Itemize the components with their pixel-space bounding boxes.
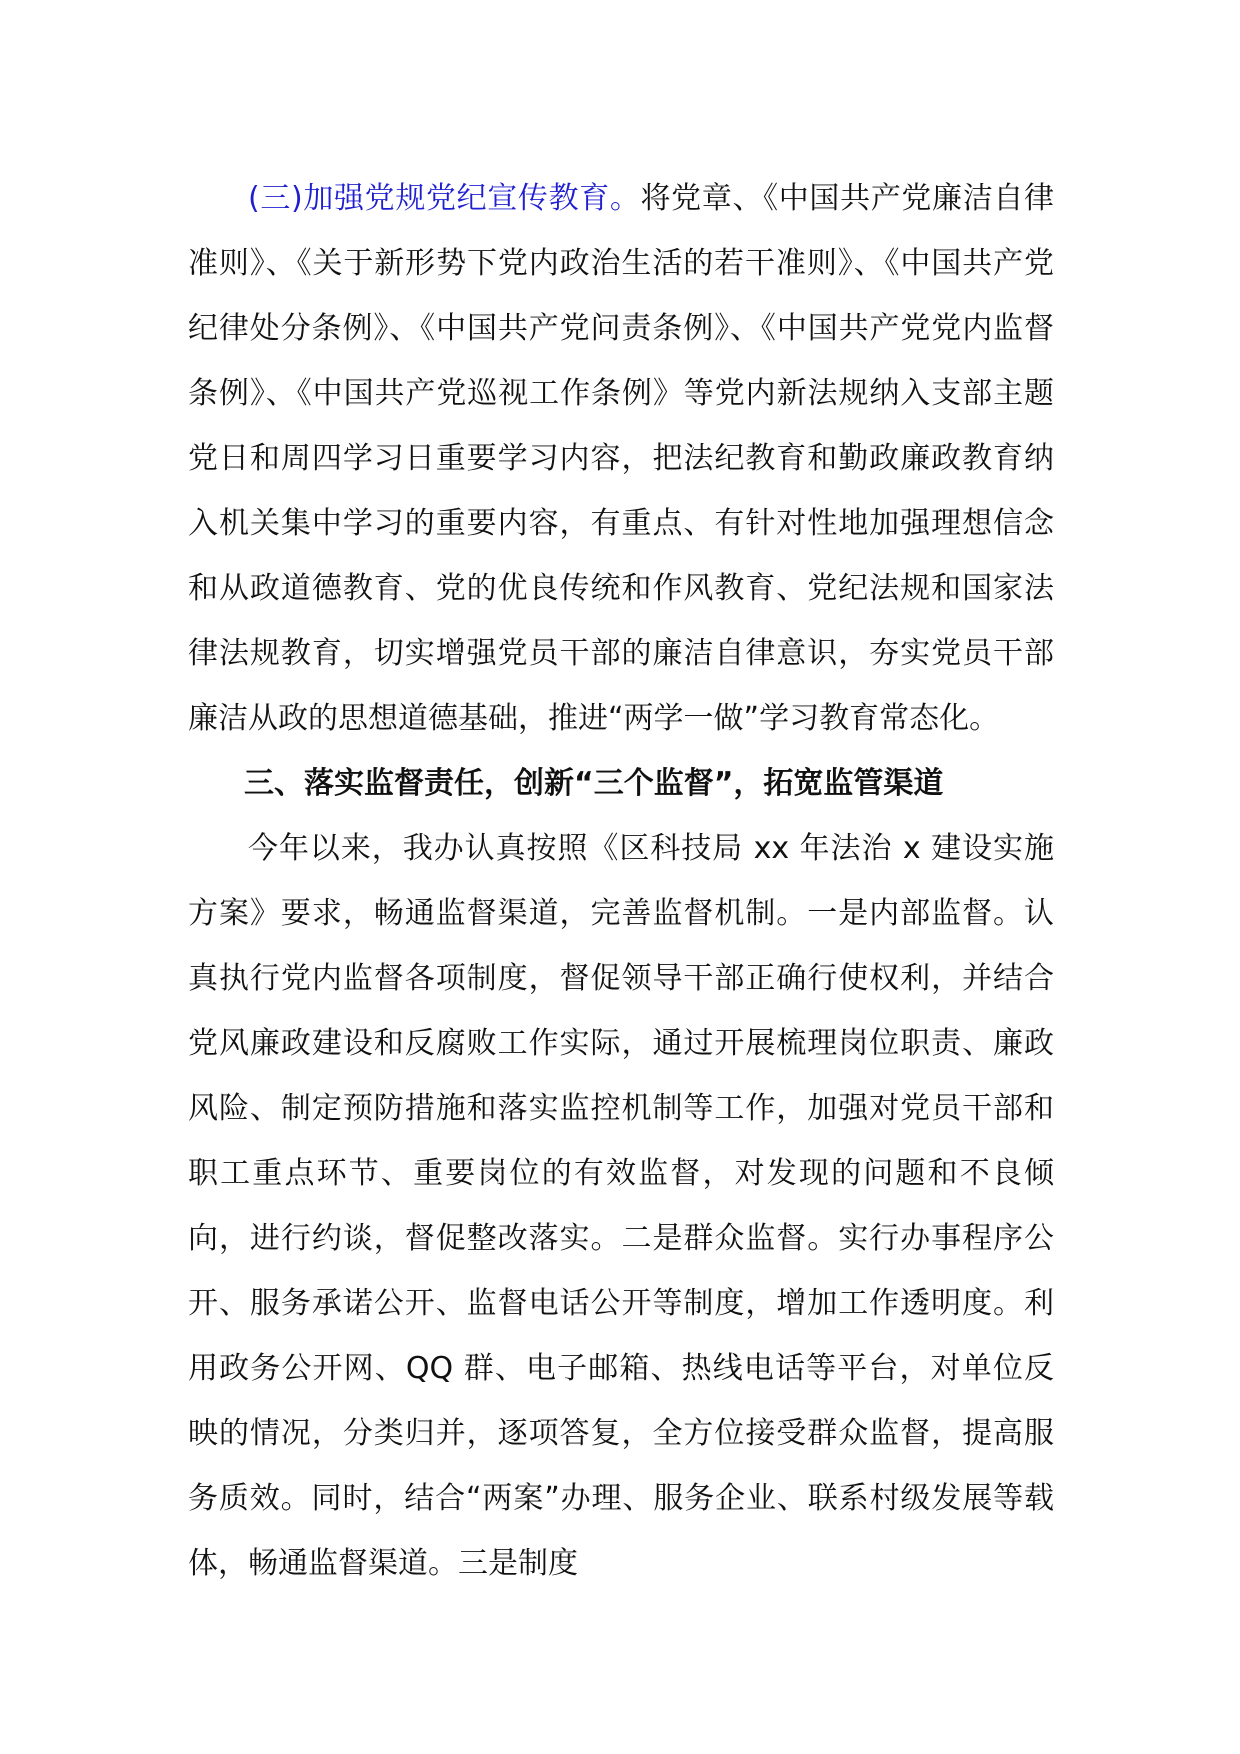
part-three-body: 今年以来，我办认真按照《区科技局 xx 年法治 x 建设实施方案》要求，畅通监督渠道，完善监督机制。一是内部监督。认真执行党内监督各项制度，督促领导干部正确行使权利，并结合党风廉政建设和反腐败工作实际，通过开展梳理岗位职责、廉政风险、制定预防措施和落实监控机制等工作，加强对党员干部和职工重点环节、重要岗位的有效监督，对发现的问题和不良倾向，进行约谈，督促整改落实。二是群众监督。实行办事程序公开、服务承诺公开、监督电话公开等制度，增加工作透明度。利用政务公开网、QQ 群、电子邮箱、热线电话等平台，对单位反映的情况，分类归并，逐项答复，全方位接受群众监督，提高服务质效。同时，结合“两案”办理、服务企业、联系村级发展等载体，畅通监督渠道。三是制度 (188, 831, 1054, 1581)
part-three-title: 三、落实监督责任，创新“三个监督”，拓宽监管渠道 (244, 766, 944, 801)
section-3-heading: (三)加强党规党纪宣传教育。 (248, 181, 641, 216)
document-body (188, 166, 1054, 1596)
section-3-body: 将党章、《中国共产党廉洁自律准则》、《关于新形势下党内政治生活的若干准则》、《中国共产党纪律处分条例》、《中国共产党问责条例》、《中国共产党党内监督条例》、《中国共产党巡视工作条例》等党内新法规纳入支部主题党日和周四学习日重要学习内容，把法纪教育和勤政廉政教育纳入机关集中学习的重要内容，有重点、有针对性地加强理想信念和从政道德教育、党的优良传统和作风教育、党纪法规和国家法律法规教育，切实增强党员干部的廉洁自律意识，夯实党员干部廉洁从政的思想道德基础，推进“两学一做”学习教育常态化。 (188, 181, 1054, 736)
paragraph-section-3 (188, 166, 1054, 751)
